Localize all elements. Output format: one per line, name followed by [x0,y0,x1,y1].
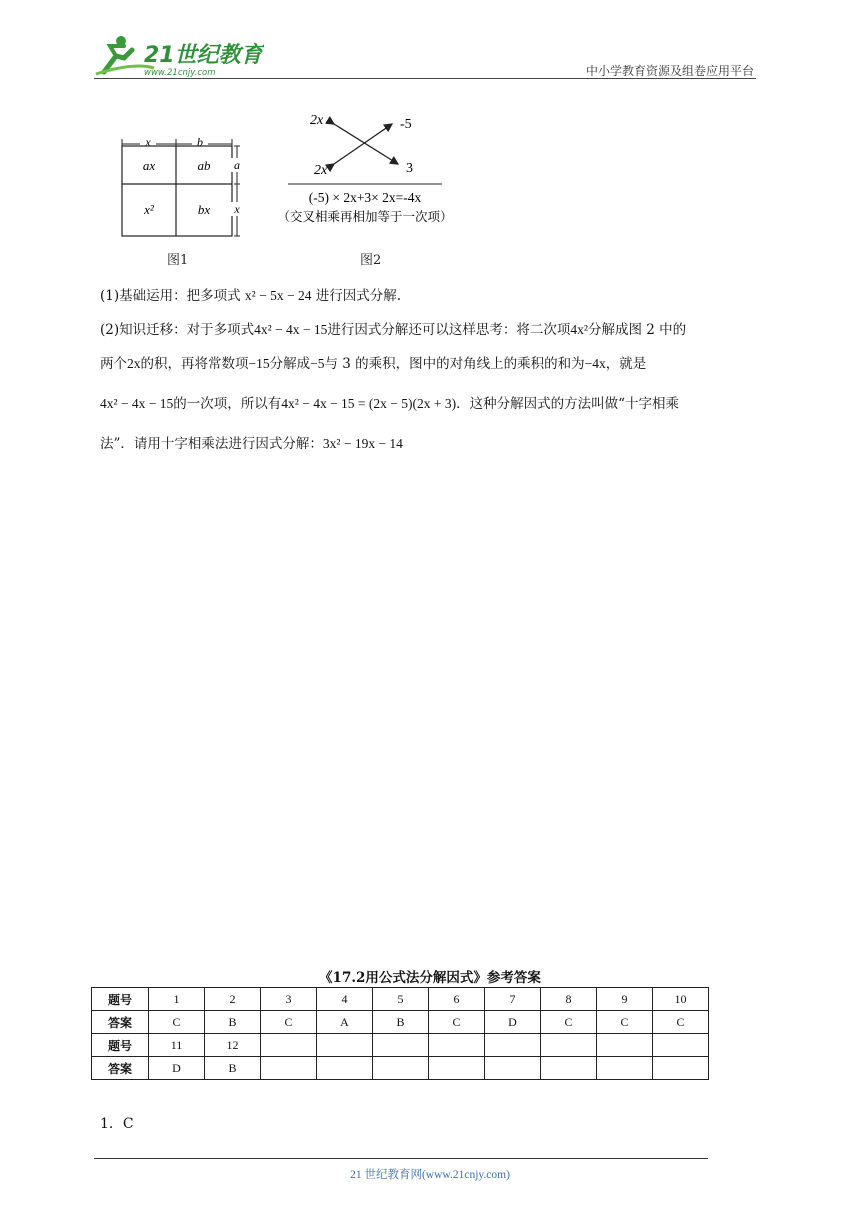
fig2-bottom-left: 2x [314,163,328,178]
question-2-line-1: (2)知识迁移：对于多项式4x² − 4x − 15进行因式分解还可以这样思考：将二次项4x²分解成图 2 中的 [100,322,687,338]
figure-2-caption: 图2 [360,253,382,268]
fig2-top-right: -5 [400,117,412,132]
header-divider [94,78,756,79]
question-1: (1)基础运用：把多项式 x² − 5x − 24 进行因式分解. [100,288,402,304]
header-platform-text: 中小学教育资源及组卷应用平台 [585,64,754,78]
runner-logo-icon [94,32,264,82]
figure-1-area-model [112,128,252,242]
row-label-answer: 答案 [92,1057,149,1080]
table-row: 答案 C B C A B C D C C C [92,1011,709,1034]
footer-site-link[interactable]: 21 世纪教育网(www.21cnjy.com) [350,1169,510,1181]
svg-text:21世纪教育: 21世纪教育 [144,43,263,68]
figure-1-caption: 图1 [167,253,189,268]
footer-divider [94,1158,708,1159]
figure-2-cross-multiplication [258,106,478,230]
fig1-side-label-a: a [234,158,240,172]
row-label-answer: 答案 [92,1011,149,1034]
answer-table [91,987,709,1080]
fig1-cell-ax: ax [142,158,156,173]
table-row: 题号 1 2 3 4 5 6 7 8 9 10 [92,988,709,1011]
question-2-line-2: 两个2x的积，再将常数项−15分解成−5与 3 的乘积，图中的对角线上的乘积的和为−4x，就是 [100,356,647,372]
table-row: 题号 11 12 [92,1034,709,1057]
row-label-question: 题号 [92,988,149,1011]
answer-key-title: 《17.2用公式法分解因式》参考答案 [319,970,541,986]
fig1-top-label-b: b [197,135,203,149]
fig2-note: （交叉相乘再相加等于一次项） [277,209,453,224]
fig1-cell-x2: x² [144,202,154,217]
fig1-top-label-x: x [145,135,151,149]
q2-task-expression: 3x² − 19x − 14 [322,436,403,451]
table-row: 答案 D B [92,1057,709,1080]
row-label-question: 题号 [92,1034,149,1057]
fig2-top-left: 2x [310,113,324,128]
fig2-equation: (-5) × 2x+3× 2x=-4x [308,190,422,205]
fig1-side-label-x: x [234,202,240,216]
svg-text:www.21cnjy.com: www.21cnjy.com [144,68,216,78]
fig2-bottom-right: 3 [406,161,413,176]
fig1-cell-bx: bx [197,202,211,217]
fig1-cell-ab: ab [197,158,211,173]
brand-logo [94,32,264,82]
question-2-line-3: 4x² − 4x − 15的一次项，所以有4x² − 4x − 15 = (2x − 5)(2x + 3)．这种分解因式的方法叫做“十字相乘 [100,396,680,412]
answer-item-1: 1．C [100,1116,134,1132]
question-2-line-4: 法”．请用十字相乘法进行因式分解：3x² − 19x − 14 [100,436,403,452]
q1-expression: x² − 5x − 24 [244,288,312,303]
